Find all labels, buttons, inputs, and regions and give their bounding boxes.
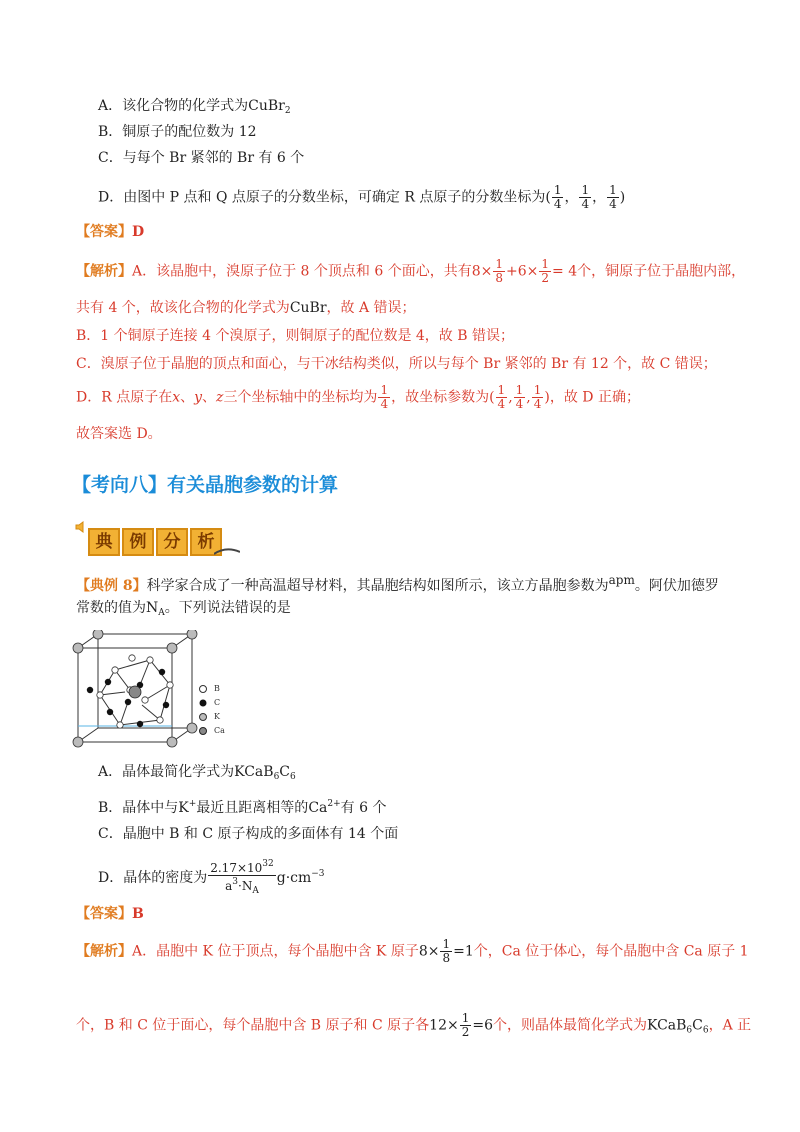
analysis-1-line-2: 共有 4 个，故该化合物的化学式为CuBr，故 A 错误； (76, 300, 416, 316)
option-c-prev: C．与每个 Br 紧邻的 Br 有 6 个 (98, 150, 305, 166)
analysis-1-line-3: B．1 个铜原子连接 4 个溴原子，则铜原子的配位数是 4，故 B 错误； (76, 328, 514, 344)
option-d: D．晶体的密度为 $\frac{2.17\times 10^{32}}{a^3\cdot N_A}$ $g\cdot cm^{-3}$ (98, 859, 325, 896)
question-line-1: 【典例 8】科学家合成了一种高温超导材料，其晶胞结构如图所示，该立方晶胞参数为apm。阿伏加德罗 (76, 573, 719, 594)
legend-item: C (198, 696, 225, 710)
question-line-2: 常数的值为$N_A$。下列说法错误的是 (76, 600, 291, 618)
option-a-prev: A．该化合物的化学式为CuBr$_2$ (98, 98, 291, 116)
option-a: A．晶体最简化学式为$KCaB_6C_6$ (98, 764, 296, 782)
fraction: $\frac{1}{4}$ (553, 183, 562, 211)
option-d-prev: D．由图中 P 点和 Q 点原子的分数坐标，可确定 R 点原子的分数坐标为( $\frac{1}{4}$ ， $\frac{1}{4}$ ， $\frac{1}{4}$ ) (98, 183, 626, 211)
analysis-2-line-1: 【解析】A．晶胞中 K 位于顶点，每个晶胞中含 K 原子8× $\frac{1}{8}$ =1个，Ca 位于体心，每个晶胞中含 Ca 原子 1 (76, 937, 749, 965)
analysis-1-line-1: 【解析】A．该晶胞中，溴原子位于 8 个顶点和 6 个面心，共有8× $\frac{1}{8}$ +6× $\frac{1}{2}$ = 4个，铜原子位于晶胞内部， (76, 257, 746, 285)
analysis-1-line-4: C．溴原子位于晶胞的顶点和面心，与干冰结构类似，所以与每个 Br 紧邻的 Br 有 12 个，故 C 错误； (76, 356, 717, 372)
option-b: B．晶体中与K+最近且距离相等的$Ca^{2+}$有 6 个 (98, 799, 387, 816)
option-c: C．晶胞中 B 和 C 原子构成的多面体有 14 个面 (98, 826, 399, 842)
fraction: $\frac{1}{4}$ (581, 183, 590, 211)
legend-item: Ca (198, 724, 225, 738)
answer-1: 【答案】D (76, 224, 145, 240)
section-heading: 【考向八】有关晶胞参数的计算 (72, 474, 339, 496)
fraction: $\frac{1}{4}$ (609, 183, 617, 211)
legend-item: K (198, 710, 225, 724)
crystal-structure-diagram (70, 630, 200, 748)
speaker-icon (74, 520, 88, 534)
answer-2: 【答案】B (76, 906, 144, 922)
analysis-2-line-2: 个，B 和 C 位于面心，每个晶胞中含 B 原子和 C 原子各12× $\frac{1}{2}$ =6个，则晶体最简化学式为$KCaB_6C_6$，A 正 (76, 1011, 752, 1039)
example-banner: 典 例 分 析 (74, 520, 234, 556)
analysis-1-line-5: D．R 点原子在x、y、z三个坐标轴中的坐标均为 $\frac{1}{4}$ ，故坐标参数为( $\frac{1}{4}$ , $\frac{1}{4}$ , $\frac{1}{4}$ )，故 D 正确； (76, 383, 640, 411)
diagram-legend (198, 682, 225, 738)
analysis-1-line-6: 故答案选 D。 (76, 426, 162, 442)
option-b-prev: B．铜原子的配位数为 12 (98, 124, 257, 140)
brush-icon (214, 546, 240, 556)
legend-item: B (198, 682, 225, 696)
